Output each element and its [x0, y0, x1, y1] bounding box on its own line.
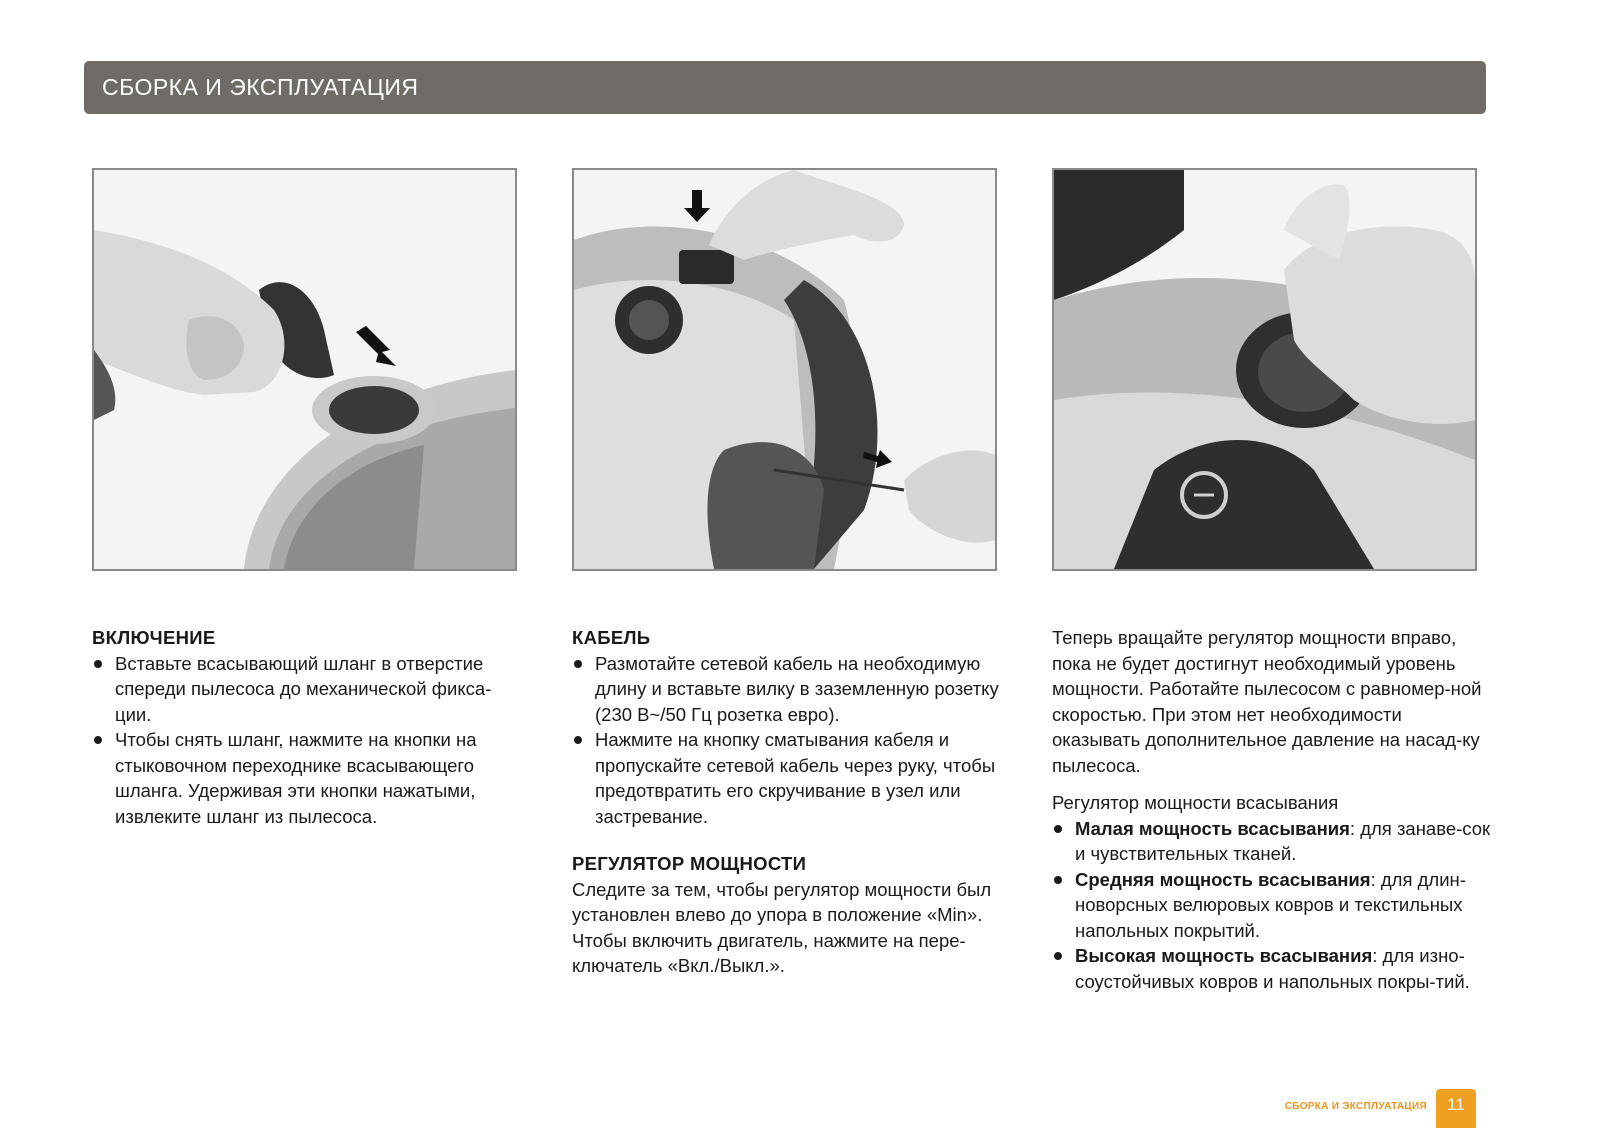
hose-insertion-illustration [94, 170, 515, 569]
item-text: : для длин-новорсных велюровых ковров и текстильных напольных покрытий. [1075, 868, 1466, 941]
power-regulator-illustration [1054, 170, 1475, 569]
list-item [1052, 943, 1492, 994]
list-item: Размотайте сетевой кабель на необходимую длину и вставьте вилку в заземленную розетку (230 В~/50 Гц розетка евро). [572, 651, 1002, 728]
item-label: Средняя мощность всасывания [1075, 868, 1371, 890]
list-item: Чтобы снять шланг, нажмите на кнопки на стыковочном переходнике всасывающего шланга. Удерживая эти кнопки нажатыми, извлеките шланг из пылесоса. [92, 727, 512, 829]
bullet-list [92, 651, 512, 830]
section-heading: ВКЛЮЧЕНИЕ [92, 627, 216, 648]
paragraph: Следите за тем, чтобы регулятор мощности был установлен влево до упора в положение «Min». Чтобы включить двигатель, нажмите на пере-ключатель «Вкл./Выкл.». [572, 878, 992, 976]
item-text: : для изно-соустойчивых ковров и напольных покры-тий. [1075, 945, 1470, 992]
list-item: Вставьте всасывающий шланг в отверстие спереди пылесоса до механической фикса-ции. [92, 651, 512, 728]
photo-hose-insertion [92, 168, 517, 571]
section-heading: РЕГУЛЯТОР МОЩНОСТИ [572, 853, 807, 874]
photo-power-regulator [1052, 168, 1477, 571]
spacer [1052, 778, 1492, 790]
bullet-list [572, 651, 1002, 830]
list-item: Нажмите на кнопку сматывания кабеля и пропускайте сетевой кабель через руку, чтобы предотвратить его скручивание в узел или застревание. [572, 727, 1002, 829]
subtitle: Регулятор мощности всасывания [1052, 792, 1339, 813]
section-heading: КАБЕЛЬ [572, 627, 651, 648]
cable-unwinding-illustration [574, 170, 995, 569]
list-item [1052, 867, 1492, 944]
section-cable [572, 625, 1002, 979]
photo-cable-unwinding [572, 168, 997, 571]
item-label: Малая мощность всасывания [1075, 817, 1350, 839]
spacer [572, 829, 1002, 851]
section-suction [1052, 625, 1492, 994]
bullet-list [1052, 816, 1492, 995]
list-item [1052, 816, 1492, 867]
footer-section-label: СБОРКА И ЭКСПЛУАТАЦИЯ [1284, 1101, 1427, 1112]
page-title: СБОРКА И ЭКСПЛУАТАЦИЯ [102, 74, 419, 100]
item-text: : для занаве-сок и чувствительных тканей. [1075, 817, 1491, 864]
section-power-on [92, 625, 512, 829]
page-number-badge: 11 [1436, 1089, 1476, 1128]
item-label: Высокая мощность всасывания [1075, 945, 1373, 966]
paragraph: Теперь вращайте регулятор мощности вправо, пока не будет достигнут необходимый уровень мощности. Работайте пылесосом с равномер-ной скоростью. При этом нет необходимости оказывать дополнительное давление на насад-ку пылесоса. [1052, 627, 1482, 776]
section-header-bar [84, 61, 1486, 114]
